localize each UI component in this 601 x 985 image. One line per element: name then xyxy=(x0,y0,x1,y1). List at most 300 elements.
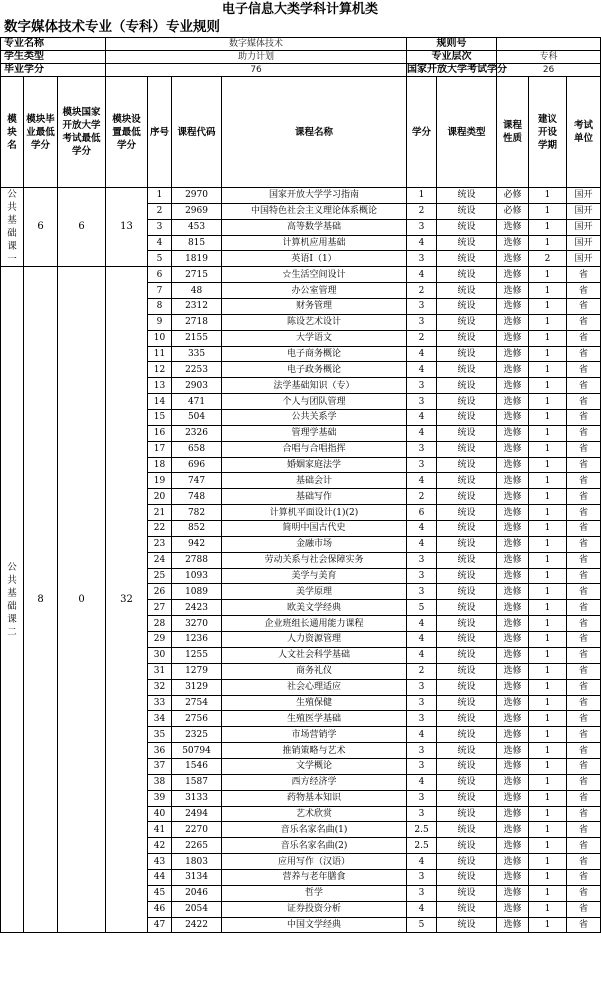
unit-cell: 国开 xyxy=(567,251,601,267)
course-type-cell: 统设 xyxy=(437,425,497,441)
course-code-cell: 696 xyxy=(172,457,222,473)
credit-cell: 3 xyxy=(407,869,437,885)
rule-no-value xyxy=(497,38,601,51)
seq-cell: 45 xyxy=(148,885,172,901)
course-code-cell: 852 xyxy=(172,521,222,537)
course-name-cell: 基础会计 xyxy=(222,473,407,489)
credit-cell: 4 xyxy=(407,425,437,441)
course-code-cell: 2253 xyxy=(172,362,222,378)
header-term: 建议开设学期 xyxy=(529,77,567,188)
unit-cell: 省 xyxy=(567,425,601,441)
seq-cell: 47 xyxy=(148,917,172,933)
credit-cell: 2.5 xyxy=(407,822,437,838)
term-cell: 1 xyxy=(529,727,567,743)
nature-cell: 必修 xyxy=(497,203,529,219)
header-module-name: 模块名 xyxy=(1,77,24,188)
course-type-cell: 统设 xyxy=(437,663,497,679)
unit-cell: 省 xyxy=(567,505,601,521)
course-type-cell: 统设 xyxy=(437,901,497,917)
course-name-cell: 营养与老年膳食 xyxy=(222,869,407,885)
module-min-grad-cell: 8 xyxy=(24,267,58,933)
credit-cell: 6 xyxy=(407,505,437,521)
nature-cell: 选修 xyxy=(497,584,529,600)
grad-credit-value: 76 xyxy=(106,64,407,77)
credit-cell: 2 xyxy=(407,330,437,346)
seq-cell: 11 xyxy=(148,346,172,362)
term-cell: 1 xyxy=(529,901,567,917)
header-module-set: 模块设置最低学分 xyxy=(106,77,148,188)
course-type-cell: 统设 xyxy=(437,267,497,283)
unit-cell: 省 xyxy=(567,679,601,695)
term-cell: 1 xyxy=(529,552,567,568)
course-type-cell: 统设 xyxy=(437,330,497,346)
credit-cell: 3 xyxy=(407,219,437,235)
course-type-cell: 统设 xyxy=(437,822,497,838)
course-type-cell: 统设 xyxy=(437,790,497,806)
nature-cell: 选修 xyxy=(497,473,529,489)
nature-cell: 选修 xyxy=(497,901,529,917)
credit-cell: 2 xyxy=(407,663,437,679)
credit-cell: 3 xyxy=(407,299,437,315)
course-code-cell: 50794 xyxy=(172,743,222,759)
term-cell: 1 xyxy=(529,299,567,315)
seq-cell: 17 xyxy=(148,441,172,457)
course-code-cell: 2423 xyxy=(172,600,222,616)
course-name-cell: ☆生活空间设计 xyxy=(222,267,407,283)
course-name-cell: 中国特色社会主义理论体系概论 xyxy=(222,203,407,219)
course-code-cell: 1587 xyxy=(172,774,222,790)
header-course-type: 课程类型 xyxy=(437,77,497,188)
course-code-cell: 1819 xyxy=(172,251,222,267)
course-name-cell: 推销策略与艺术 xyxy=(222,743,407,759)
seq-cell: 28 xyxy=(148,616,172,632)
document-subtitle: 数字媒体技术专业（专科）专业规则 xyxy=(4,19,220,35)
course-code-cell: 2155 xyxy=(172,330,222,346)
term-cell: 1 xyxy=(529,362,567,378)
credit-cell: 5 xyxy=(407,600,437,616)
course-code-cell: 1093 xyxy=(172,568,222,584)
course-name-cell: 音乐名家名曲(1) xyxy=(222,822,407,838)
term-cell: 1 xyxy=(529,600,567,616)
seq-cell: 13 xyxy=(148,378,172,394)
term-cell: 1 xyxy=(529,774,567,790)
term-cell: 2 xyxy=(529,251,567,267)
nature-cell: 选修 xyxy=(497,838,529,854)
term-cell: 1 xyxy=(529,425,567,441)
unit-cell: 省 xyxy=(567,711,601,727)
course-code-cell: 2046 xyxy=(172,885,222,901)
seq-cell: 32 xyxy=(148,679,172,695)
course-code-cell: 2326 xyxy=(172,425,222,441)
course-code-cell: 2756 xyxy=(172,711,222,727)
term-cell: 1 xyxy=(529,885,567,901)
course-name-cell: 合唱与合唱指挥 xyxy=(222,441,407,457)
credit-cell: 2 xyxy=(407,489,437,505)
seq-cell: 39 xyxy=(148,790,172,806)
header-module-min-exam: 模块国家开放大学考试最低学分 xyxy=(58,77,106,188)
seq-cell: 5 xyxy=(148,251,172,267)
seq-cell: 2 xyxy=(148,203,172,219)
course-type-cell: 统设 xyxy=(437,647,497,663)
course-code-cell: 3270 xyxy=(172,616,222,632)
module-set-min-cell: 32 xyxy=(106,267,148,933)
national-exam-label: 国家开放大学考试学分 xyxy=(407,64,508,75)
nature-cell: 选修 xyxy=(497,616,529,632)
nature-cell: 选修 xyxy=(497,711,529,727)
term-cell: 1 xyxy=(529,346,567,362)
course-name-cell: 电子商务概论 xyxy=(222,346,407,362)
credit-cell: 3 xyxy=(407,885,437,901)
credit-cell: 3 xyxy=(407,679,437,695)
unit-cell: 省 xyxy=(567,727,601,743)
course-type-cell: 统设 xyxy=(437,806,497,822)
course-type-cell: 统设 xyxy=(437,457,497,473)
seq-cell: 31 xyxy=(148,663,172,679)
nature-cell: 必修 xyxy=(497,188,529,204)
course-type-cell: 统设 xyxy=(437,489,497,505)
course-type-cell: 统设 xyxy=(437,378,497,394)
seq-cell: 15 xyxy=(148,410,172,426)
unit-cell: 省 xyxy=(567,695,601,711)
course-type-cell: 统设 xyxy=(437,521,497,537)
course-code-cell: 1089 xyxy=(172,584,222,600)
course-code-cell: 782 xyxy=(172,505,222,521)
unit-cell: 省 xyxy=(567,536,601,552)
term-cell: 1 xyxy=(529,584,567,600)
credit-cell: 3 xyxy=(407,314,437,330)
course-name-cell: 证券投资分析 xyxy=(222,901,407,917)
term-cell: 1 xyxy=(529,219,567,235)
unit-cell: 省 xyxy=(567,632,601,648)
seq-cell: 8 xyxy=(148,299,172,315)
nature-cell: 选修 xyxy=(497,632,529,648)
course-name-cell: 人力资源管理 xyxy=(222,632,407,648)
credit-cell: 3 xyxy=(407,790,437,806)
info-row-credits xyxy=(1,64,601,77)
nature-cell: 选修 xyxy=(497,822,529,838)
term-cell: 1 xyxy=(529,235,567,251)
seq-cell: 41 xyxy=(148,822,172,838)
table-row xyxy=(1,188,601,204)
rule-no-label: 规则号 xyxy=(407,38,497,51)
course-code-cell: 2312 xyxy=(172,299,222,315)
course-code-cell: 453 xyxy=(172,219,222,235)
term-cell: 1 xyxy=(529,188,567,204)
course-name-cell: 人文社会科学基础 xyxy=(222,647,407,663)
term-cell: 1 xyxy=(529,822,567,838)
course-type-cell: 统设 xyxy=(437,632,497,648)
term-cell: 1 xyxy=(529,457,567,473)
credit-cell: 3 xyxy=(407,251,437,267)
course-type-cell: 统设 xyxy=(437,346,497,362)
course-code-cell: 2969 xyxy=(172,203,222,219)
unit-cell: 省 xyxy=(567,473,601,489)
seq-cell: 23 xyxy=(148,536,172,552)
level-label: 专业层次 xyxy=(407,51,497,64)
unit-cell: 省 xyxy=(567,299,601,315)
course-code-cell: 1803 xyxy=(172,854,222,870)
seq-cell: 6 xyxy=(148,267,172,283)
seq-cell: 1 xyxy=(148,188,172,204)
unit-cell: 省 xyxy=(567,663,601,679)
seq-cell: 29 xyxy=(148,632,172,648)
header-unit: 考试单位 xyxy=(567,77,601,188)
term-cell: 1 xyxy=(529,695,567,711)
course-name-cell: 西方经济学 xyxy=(222,774,407,790)
seq-cell: 20 xyxy=(148,489,172,505)
course-code-cell: 942 xyxy=(172,536,222,552)
level-value: 专科 xyxy=(497,51,601,64)
term-cell: 1 xyxy=(529,663,567,679)
course-type-cell: 统设 xyxy=(437,203,497,219)
course-type-cell: 统设 xyxy=(437,314,497,330)
nature-cell: 选修 xyxy=(497,758,529,774)
seq-cell: 34 xyxy=(148,711,172,727)
course-type-cell: 统设 xyxy=(437,441,497,457)
course-name-cell: 公共关系学 xyxy=(222,410,407,426)
header-course-code: 课程代码 xyxy=(172,77,222,188)
seq-cell: 26 xyxy=(148,584,172,600)
nature-cell: 选修 xyxy=(497,790,529,806)
course-code-cell: 2270 xyxy=(172,822,222,838)
header-course-name: 课程名称 xyxy=(222,77,407,188)
module-name-cell: 公共基础课一 xyxy=(1,188,24,267)
course-name-cell: 电子政务概论 xyxy=(222,362,407,378)
course-name-cell: 计算机应用基础 xyxy=(222,235,407,251)
unit-cell: 国开 xyxy=(567,188,601,204)
document-title: 电子信息大类学科计算机类 xyxy=(221,2,378,17)
seq-cell: 40 xyxy=(148,806,172,822)
header-module-min-grad: 模块毕业最低学分 xyxy=(24,77,58,188)
course-code-cell: 2494 xyxy=(172,806,222,822)
seq-cell: 30 xyxy=(148,647,172,663)
credit-cell: 4 xyxy=(407,235,437,251)
credit-cell: 3 xyxy=(407,457,437,473)
info-row-major xyxy=(1,38,601,51)
term-cell: 1 xyxy=(529,283,567,299)
credit-cell: 2 xyxy=(407,283,437,299)
credit-cell: 3 xyxy=(407,743,437,759)
nature-cell: 选修 xyxy=(497,568,529,584)
course-name-cell: 高等数学基础 xyxy=(222,219,407,235)
unit-cell: 省 xyxy=(567,869,601,885)
nature-cell: 选修 xyxy=(497,362,529,378)
unit-cell: 省 xyxy=(567,346,601,362)
term-cell: 1 xyxy=(529,410,567,426)
credit-cell: 4 xyxy=(407,901,437,917)
nature-cell: 选修 xyxy=(497,267,529,283)
course-code-cell: 2754 xyxy=(172,695,222,711)
term-cell: 1 xyxy=(529,505,567,521)
credit-cell: 4 xyxy=(407,647,437,663)
course-type-cell: 统设 xyxy=(437,854,497,870)
course-name-cell: 应用写作（汉语） xyxy=(222,854,407,870)
course-type-cell: 统设 xyxy=(437,251,497,267)
nature-cell: 选修 xyxy=(497,283,529,299)
seq-cell: 44 xyxy=(148,869,172,885)
course-type-cell: 统设 xyxy=(437,552,497,568)
term-cell: 1 xyxy=(529,790,567,806)
credit-cell: 4 xyxy=(407,774,437,790)
seq-cell: 12 xyxy=(148,362,172,378)
course-type-cell: 统设 xyxy=(437,219,497,235)
seq-cell: 33 xyxy=(148,695,172,711)
unit-cell: 省 xyxy=(567,901,601,917)
term-cell: 1 xyxy=(529,568,567,584)
course-name-cell: 欧美文学经典 xyxy=(222,600,407,616)
unit-cell: 省 xyxy=(567,806,601,822)
seq-cell: 7 xyxy=(148,283,172,299)
nature-cell: 选修 xyxy=(497,489,529,505)
header-nature: 课程性质 xyxy=(497,77,529,188)
term-cell: 1 xyxy=(529,647,567,663)
course-type-cell: 统设 xyxy=(437,743,497,759)
unit-cell: 国开 xyxy=(567,219,601,235)
term-cell: 1 xyxy=(529,806,567,822)
course-name-cell: 基础写作 xyxy=(222,489,407,505)
unit-cell: 省 xyxy=(567,568,601,584)
nature-cell: 选修 xyxy=(497,806,529,822)
seq-cell: 18 xyxy=(148,457,172,473)
grad-credit-label: 毕业学分 xyxy=(1,64,106,77)
course-name-cell: 文学概论 xyxy=(222,758,407,774)
course-code-cell: 504 xyxy=(172,410,222,426)
course-name-cell: 陈设艺术设计 xyxy=(222,314,407,330)
nature-cell: 选修 xyxy=(497,647,529,663)
course-type-cell: 统设 xyxy=(437,362,497,378)
header-seq: 序号 xyxy=(148,77,172,188)
nature-cell: 选修 xyxy=(497,251,529,267)
term-cell: 1 xyxy=(529,854,567,870)
nature-cell: 选修 xyxy=(497,394,529,410)
unit-cell: 省 xyxy=(567,885,601,901)
credit-cell: 4 xyxy=(407,632,437,648)
nature-cell: 选修 xyxy=(497,854,529,870)
seq-cell: 10 xyxy=(148,330,172,346)
nature-cell: 选修 xyxy=(497,774,529,790)
credit-cell: 4 xyxy=(407,362,437,378)
module-set-min-cell: 13 xyxy=(106,188,148,267)
term-cell: 1 xyxy=(529,378,567,394)
seq-cell: 43 xyxy=(148,854,172,870)
course-code-cell: 2788 xyxy=(172,552,222,568)
unit-cell: 省 xyxy=(567,647,601,663)
course-type-cell: 统设 xyxy=(437,188,497,204)
seq-cell: 14 xyxy=(148,394,172,410)
term-cell: 1 xyxy=(529,267,567,283)
course-type-cell: 统设 xyxy=(437,616,497,632)
unit-cell: 省 xyxy=(567,854,601,870)
credit-cell: 2.5 xyxy=(407,838,437,854)
major-name-label: 专业名称 xyxy=(1,38,106,51)
term-cell: 1 xyxy=(529,330,567,346)
course-type-cell: 统设 xyxy=(437,711,497,727)
course-name-cell: 美学原理 xyxy=(222,584,407,600)
seq-cell: 37 xyxy=(148,758,172,774)
unit-cell: 省 xyxy=(567,917,601,933)
seq-cell: 16 xyxy=(148,425,172,441)
unit-cell: 省 xyxy=(567,584,601,600)
credit-cell: 3 xyxy=(407,584,437,600)
credit-cell: 4 xyxy=(407,854,437,870)
nature-cell: 选修 xyxy=(497,219,529,235)
unit-cell: 国开 xyxy=(567,203,601,219)
course-name-cell: 企业班组长通用能力课程 xyxy=(222,616,407,632)
course-code-cell: 3129 xyxy=(172,679,222,695)
seq-cell: 19 xyxy=(148,473,172,489)
course-code-cell: 1236 xyxy=(172,632,222,648)
credit-cell: 3 xyxy=(407,695,437,711)
course-name-cell: 简明中国古代史 xyxy=(222,521,407,537)
nature-cell: 选修 xyxy=(497,378,529,394)
course-type-cell: 统设 xyxy=(437,600,497,616)
term-cell: 1 xyxy=(529,489,567,505)
course-code-cell: 471 xyxy=(172,394,222,410)
course-name-cell: 金融市场 xyxy=(222,536,407,552)
unit-cell: 省 xyxy=(567,314,601,330)
course-name-cell: 个人与团队管理 xyxy=(222,394,407,410)
course-type-cell: 统设 xyxy=(437,869,497,885)
course-code-cell: 747 xyxy=(172,473,222,489)
nature-cell: 选修 xyxy=(497,457,529,473)
credit-cell: 4 xyxy=(407,473,437,489)
credit-cell: 3 xyxy=(407,806,437,822)
seq-cell: 24 xyxy=(148,552,172,568)
nature-cell: 选修 xyxy=(497,869,529,885)
course-name-cell: 办公室管理 xyxy=(222,283,407,299)
nature-cell: 选修 xyxy=(497,743,529,759)
seq-cell: 4 xyxy=(148,235,172,251)
national-exam-value: 26 xyxy=(497,64,601,77)
major-name-value: 数字媒体技术 xyxy=(106,38,407,51)
course-code-cell: 335 xyxy=(172,346,222,362)
course-type-cell: 统设 xyxy=(437,568,497,584)
credit-cell: 4 xyxy=(407,521,437,537)
unit-cell: 省 xyxy=(567,410,601,426)
course-type-cell: 统设 xyxy=(437,774,497,790)
unit-cell: 省 xyxy=(567,758,601,774)
header-row xyxy=(1,77,601,188)
seq-cell: 3 xyxy=(148,219,172,235)
credit-cell: 3 xyxy=(407,758,437,774)
course-type-cell: 统设 xyxy=(437,885,497,901)
nature-cell: 选修 xyxy=(497,314,529,330)
course-code-cell: 2718 xyxy=(172,314,222,330)
term-cell: 1 xyxy=(529,743,567,759)
course-name-cell: 计算机平面设计(1)(2) xyxy=(222,505,407,521)
credit-cell: 2 xyxy=(407,203,437,219)
header-credit: 学分 xyxy=(407,77,437,188)
term-cell: 1 xyxy=(529,473,567,489)
course-name-cell: 大学语文 xyxy=(222,330,407,346)
course-code-cell: 1546 xyxy=(172,758,222,774)
credit-cell: 3 xyxy=(407,552,437,568)
course-type-cell: 统设 xyxy=(437,695,497,711)
nature-cell: 选修 xyxy=(497,663,529,679)
unit-cell: 省 xyxy=(567,616,601,632)
course-code-cell: 658 xyxy=(172,441,222,457)
course-name-cell: 劳动关系与社会保障实务 xyxy=(222,552,407,568)
unit-cell: 省 xyxy=(567,394,601,410)
credit-cell: 4 xyxy=(407,267,437,283)
student-type-label: 学生类型 xyxy=(1,51,106,64)
course-code-cell: 1279 xyxy=(172,663,222,679)
unit-cell: 省 xyxy=(567,552,601,568)
term-cell: 1 xyxy=(529,521,567,537)
course-type-cell: 统设 xyxy=(437,838,497,854)
course-type-cell: 统设 xyxy=(437,536,497,552)
seq-cell: 35 xyxy=(148,727,172,743)
